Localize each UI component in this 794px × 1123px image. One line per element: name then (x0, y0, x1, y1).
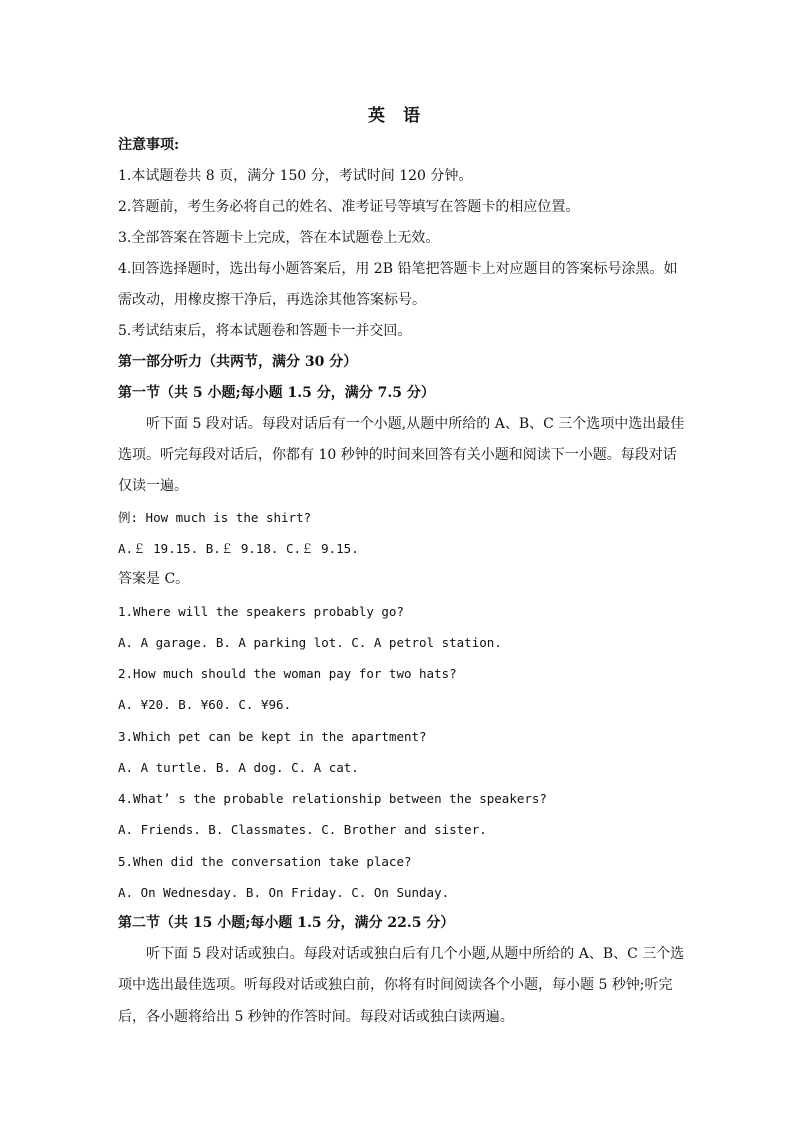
notice-item: 2.答题前，考生务必将自己的姓名、准考证号等填写在答题卡的相应位置。 (118, 199, 580, 215)
section1-instructions: 选项。听完每段对话后，你都有 10 秒钟的时间来回答有关小题和阅读下一小题。每段对话 (118, 447, 677, 463)
notice-item: 需改动，用橡皮擦干净后，再选涂其他答案标号。 (118, 292, 426, 308)
notice-item: 1.本试题卷共 8 页，满分 150 分，考试时间 120 分钟。 (118, 168, 473, 184)
question-text: 3.Which pet can be kept in the apartment? (118, 729, 427, 744)
part1-heading: 第一部分听力（共两节，满分 30 分） (118, 354, 358, 370)
example-options: A.￡ 19.15. B.￡ 9.18. C.￡ 9.15. (118, 541, 359, 556)
section2-instructions: 听下面 5 段对话或独白。每段对话或独白后有几个小题,从题中所给的 A、B、C 三个选 (146, 946, 685, 962)
section1-instructions: 仅读一遍。 (118, 478, 188, 494)
notice-heading: 注意事项: (118, 137, 180, 153)
example-answer: 答案是 C。 (118, 571, 190, 587)
example-question: 例: How much is the shirt? (118, 510, 312, 525)
question-text: 4.What’ s the probable relationship between the speakers? (118, 791, 547, 806)
question-options: A. ¥20. B. ¥60. C. ¥96. (118, 697, 292, 712)
section2-instructions: 后，各小题将给出 5 秒钟的作答时间。每段对话或独白读两遍。 (118, 1009, 514, 1025)
section2-heading: 第二节（共 15 小题;每小题 1.5 分，满分 22.5 分） (118, 915, 455, 931)
question-text: 1.Where will the speakers probably go? (118, 604, 404, 619)
notice-item: 5.考试结束后，将本试题卷和答题卡一并交回。 (118, 323, 412, 339)
section2-instructions: 项中选出最佳选项。听每段对话或独白前，你将有时间阅读各个小题，每小题 5 秒钟;听完 (118, 977, 673, 993)
question-options: A. Friends. B. Classmates. C. Brother and sister. (118, 822, 487, 837)
section1-instructions: 听下面 5 段对话。每段对话后有一个小题,从题中所给的 A、B、C 三个选项中选出最佳 (146, 416, 685, 432)
question-options: A. On Wednesday. B. On Friday. C. On Sunday. (118, 885, 450, 900)
notice-item: 3.全部答案在答题卡上完成，答在本试题卷上无效。 (118, 230, 440, 246)
page-title: 英 语 (368, 106, 426, 126)
section1-heading: 第一节（共 5 小题;每小题 1.5 分，满分 7.5 分） (118, 385, 435, 401)
notice-item: 4.回答选择题时，选出每小题答案后，用 2B 铅笔把答题卡上对应题目的答案标号涂黑。如 (118, 261, 678, 277)
question-options: A. A turtle. B. A dog. C. A cat. (118, 760, 359, 775)
question-text: 2.How much should the woman pay for two hats? (118, 666, 457, 681)
question-text: 5.When did the conversation take place? (118, 854, 412, 869)
question-options: A. A garage. B. A parking lot. C. A petrol station. (118, 635, 502, 650)
